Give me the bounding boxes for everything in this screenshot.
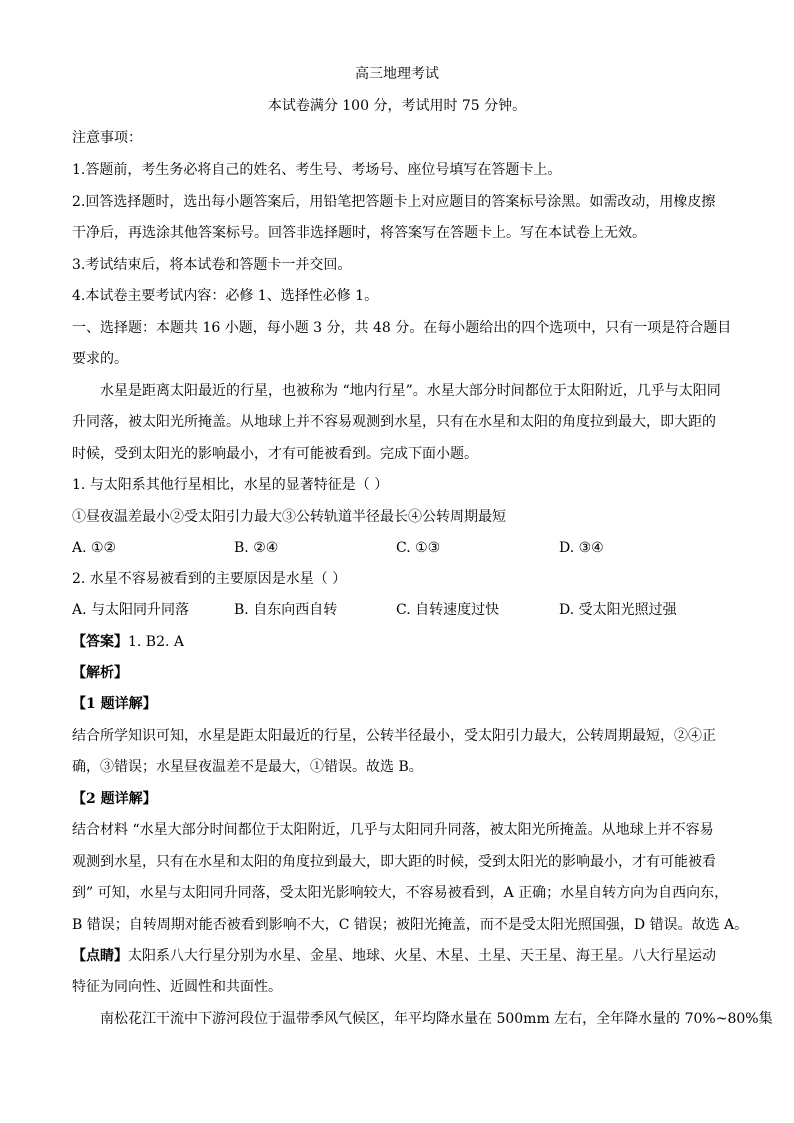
q1-option-c: C. ①③ — [396, 540, 441, 556]
tip-text: 太阳系八大行星分别为水星、金星、地球、火星、木星、土星、天王星、海王星。八大行星运动 — [128, 948, 716, 964]
notice-1: 1.答题前，考生务必将自己的姓名、考生号、考场号、座位号填写在答题卡上。 — [72, 162, 562, 178]
section-heading: 一、选择题：本题共 16 小题，每小题 3 分，共 48 分。在每小题给出的四个选项中，只有一项是符合题目 — [72, 320, 732, 336]
q2-option-d: D. 受太阳光照过强 — [559, 602, 677, 618]
page-subtitle: 本试卷满分 100 分，考试用时 75 分钟。 — [267, 98, 527, 114]
notice-heading: 注意事项： — [72, 130, 142, 146]
q1-option-b: B. ②④ — [234, 540, 279, 556]
answer-value: 1. B2. A — [128, 634, 185, 650]
section-heading-cont: 要求的。 — [72, 351, 128, 367]
tip-line — [72, 946, 716, 966]
passage1-line: 水星是距离太阳最近的行星，也被称为 “地内行星”。水星大部分时间都位于太阳附近，几乎与太阳同 — [100, 383, 721, 399]
q1-option-d: D. ③④ — [559, 540, 604, 556]
tip-label: 【点睛】 — [72, 948, 128, 964]
detail-1-line: 确，③错误；水星昼夜温差不是最大，①错误。故选 B。 — [72, 759, 423, 775]
detail-2-line: 观测到水星，只有在水星和太阳的角度拉到最大，即大距的时候，受到太阳光的影响最小，才有可能被看 — [72, 854, 716, 870]
page-title: 高三地理考试 — [355, 66, 439, 82]
detail-2-line: B 错误；自转周期对能否被看到影响不大，C 错误；被阳光掩盖，而不是受太阳光照国强，D 错误。故选 A。 — [72, 917, 749, 933]
notice-2: 2.回答选择题时，选出每小题答案后，用铅笔把答题卡上对应题目的答案标号涂黑。如需改动，用橡皮擦 — [72, 194, 716, 210]
answer-label: 【答案】 — [72, 634, 128, 650]
detail-2-line: 到” 可知，水星与太阳同升同落，受太阳光影响较大，不容易被看到，A 正确；水星自转方向为自西向东， — [72, 885, 729, 901]
answer-line — [72, 632, 184, 652]
q1-option-a: A. ①② — [72, 540, 117, 556]
tip-line-cont: 特征为同向性、近圆性和共面性。 — [72, 979, 282, 995]
passage1-line: 升同落，被太阳光所掩盖。从地球上并不容易观测到水星，只有在水星和太阳的角度拉到最大，即大距的 — [72, 414, 716, 430]
analysis-label: 【解析】 — [72, 665, 128, 681]
detail-1-label: 【1 题详解】 — [72, 696, 157, 712]
question-1-statements: ①昼夜温差最小②受太阳引力最大③公转轨道半径最长④公转周期最短 — [72, 509, 506, 525]
question-2-stem: 2. 水星不容易被看到的主要原因是水星（ ） — [72, 571, 347, 587]
notice-4: 4.本试卷主要考试内容：必修 1、选择性必修 1。 — [72, 288, 379, 304]
detail-1-line: 结合所学知识可知，水星是距太阳最近的行星，公转半径最小，受太阳引力最大，公转周期最短，②④正 — [72, 728, 716, 744]
q2-option-a: A. 与太阳同升同落 — [72, 602, 190, 618]
detail-2-label: 【2 题详解】 — [72, 791, 157, 807]
detail-2-line: 结合材料 “水星大部分时间都位于太阳附近，几乎与太阳同升同落，被太阳光所掩盖。从地球上并不容易 — [72, 822, 714, 838]
passage2-line: 南松花江干流中下游河段位于温带季风气候区，年平均降水量在 500mm 左右，全年降水量的 70%~80%集 — [100, 1011, 773, 1027]
q2-option-c: C. 自转速度过快 — [396, 602, 500, 618]
question-1-stem: 1. 与太阳系其他行星相比，水星的显著特征是（ ） — [72, 477, 389, 493]
notice-2-cont: 干净后，再选涂其他答案标号。回答非选择题时，将答案写在答题卡上。写在本试卷上无效。 — [72, 225, 646, 241]
q2-option-b: B. 自东向西自转 — [234, 602, 338, 618]
notice-3: 3.考试结束后，将本试卷和答题卡一并交回。 — [72, 257, 352, 273]
passage1-line: 时候，受到太阳光的影响最小，才有可能被看到。完成下面小题。 — [72, 446, 478, 462]
